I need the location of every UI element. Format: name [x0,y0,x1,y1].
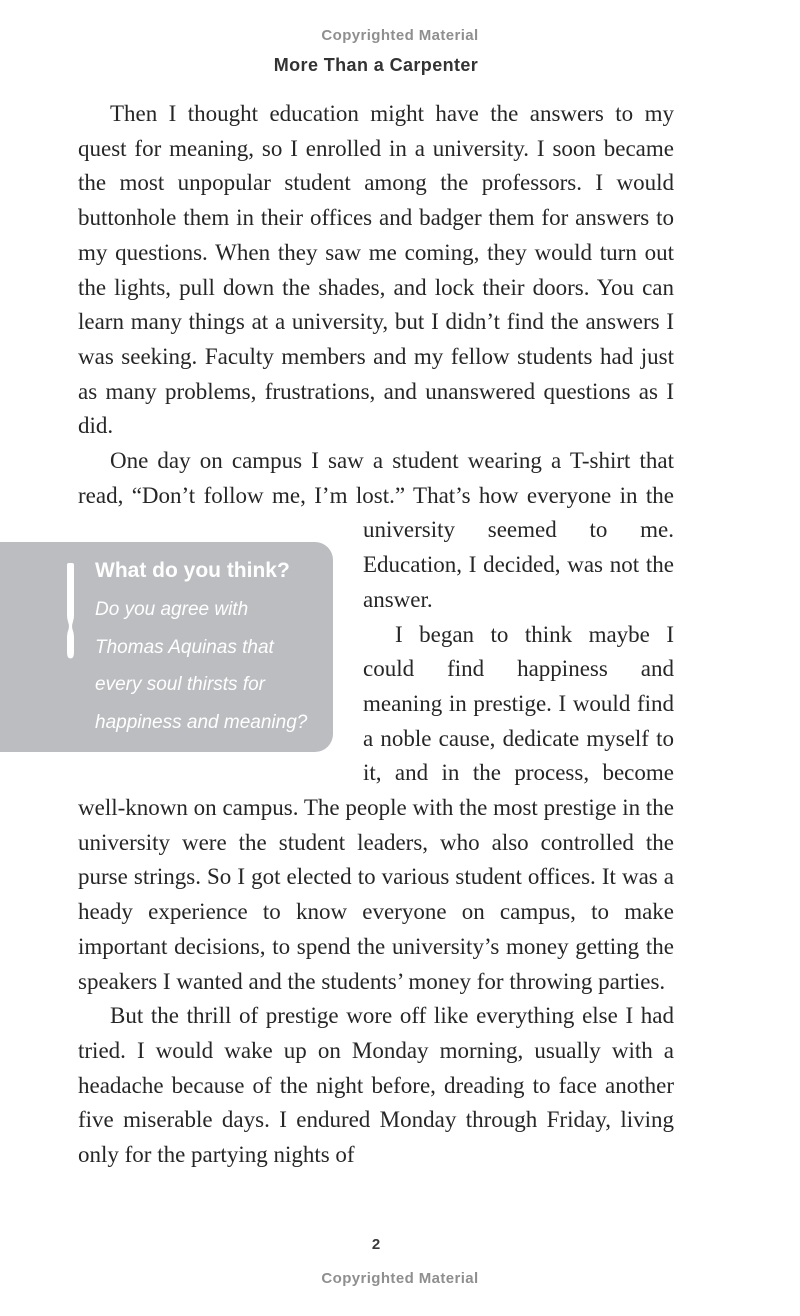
copyright-notice-top: Copyrighted Material [321,27,479,44]
paragraph-text: One day on campus I saw a student wearing a T-shirt that read, “Don’t follow me, I’m lost.” That’s how everyone [78,448,674,508]
callout-box [0,542,333,752]
paragraph-2 [78,444,674,733]
page-number: 2 [371,1236,381,1253]
callout-question: Do you agree with Thomas Aquinas that every soul thirsts for happiness and meaning? [95,599,308,733]
paragraph-4 [78,999,674,1173]
callout-content [95,558,317,741]
paragraph-1 [78,97,674,444]
paragraph-text: I began to think maybe I could find happiness and meaning in prestige. I would find a noble cause, dedicate myself to it, and in the process, become well-known on campus. The people with the most prestige in the university were the student leaders, who also controlled the purse strings. So I got elected to various student offices. It was a heady experience to know everyone on campus, to make important decisions, to spend the university’s money getting the speakers I wanted and the students’ money for throwing parties. [78,621,674,994]
paragraph-text: But the thrill of prestige wore off like everything else I had tried. I would wake up on Monday morning, usually with a headache because of the night before, dreading to face another five miserable days. I endured Monday through Friday, living only for the partying nights of [78,1003,674,1168]
callout-title: What do you think? [95,559,290,583]
paragraph-text: Then I thought education might have the answers to my quest for meaning, so I enrolled in a university. I soon became the most unpopular student among the professors. I would buttonhole them in their offices and badger them for answers to my questions. When they saw me coming, they would turn out the lights, pull down the shades, and lock their doors. You can learn many things at a university, but I didn’t find the answers I was seeking. Faculty members and my fellow students had just as many problems, frustrations, and unanswered questions as I did. [78,101,674,439]
copyright-notice-bottom: Copyrighted Material [321,1270,479,1287]
paragraph-text: in the university seemed to me. Education, I decided, was not the answer. [363,482,674,612]
book-title-header: More Than a Carpenter [273,55,479,75]
page-body [78,97,674,1173]
chisel-icon [63,563,78,660]
